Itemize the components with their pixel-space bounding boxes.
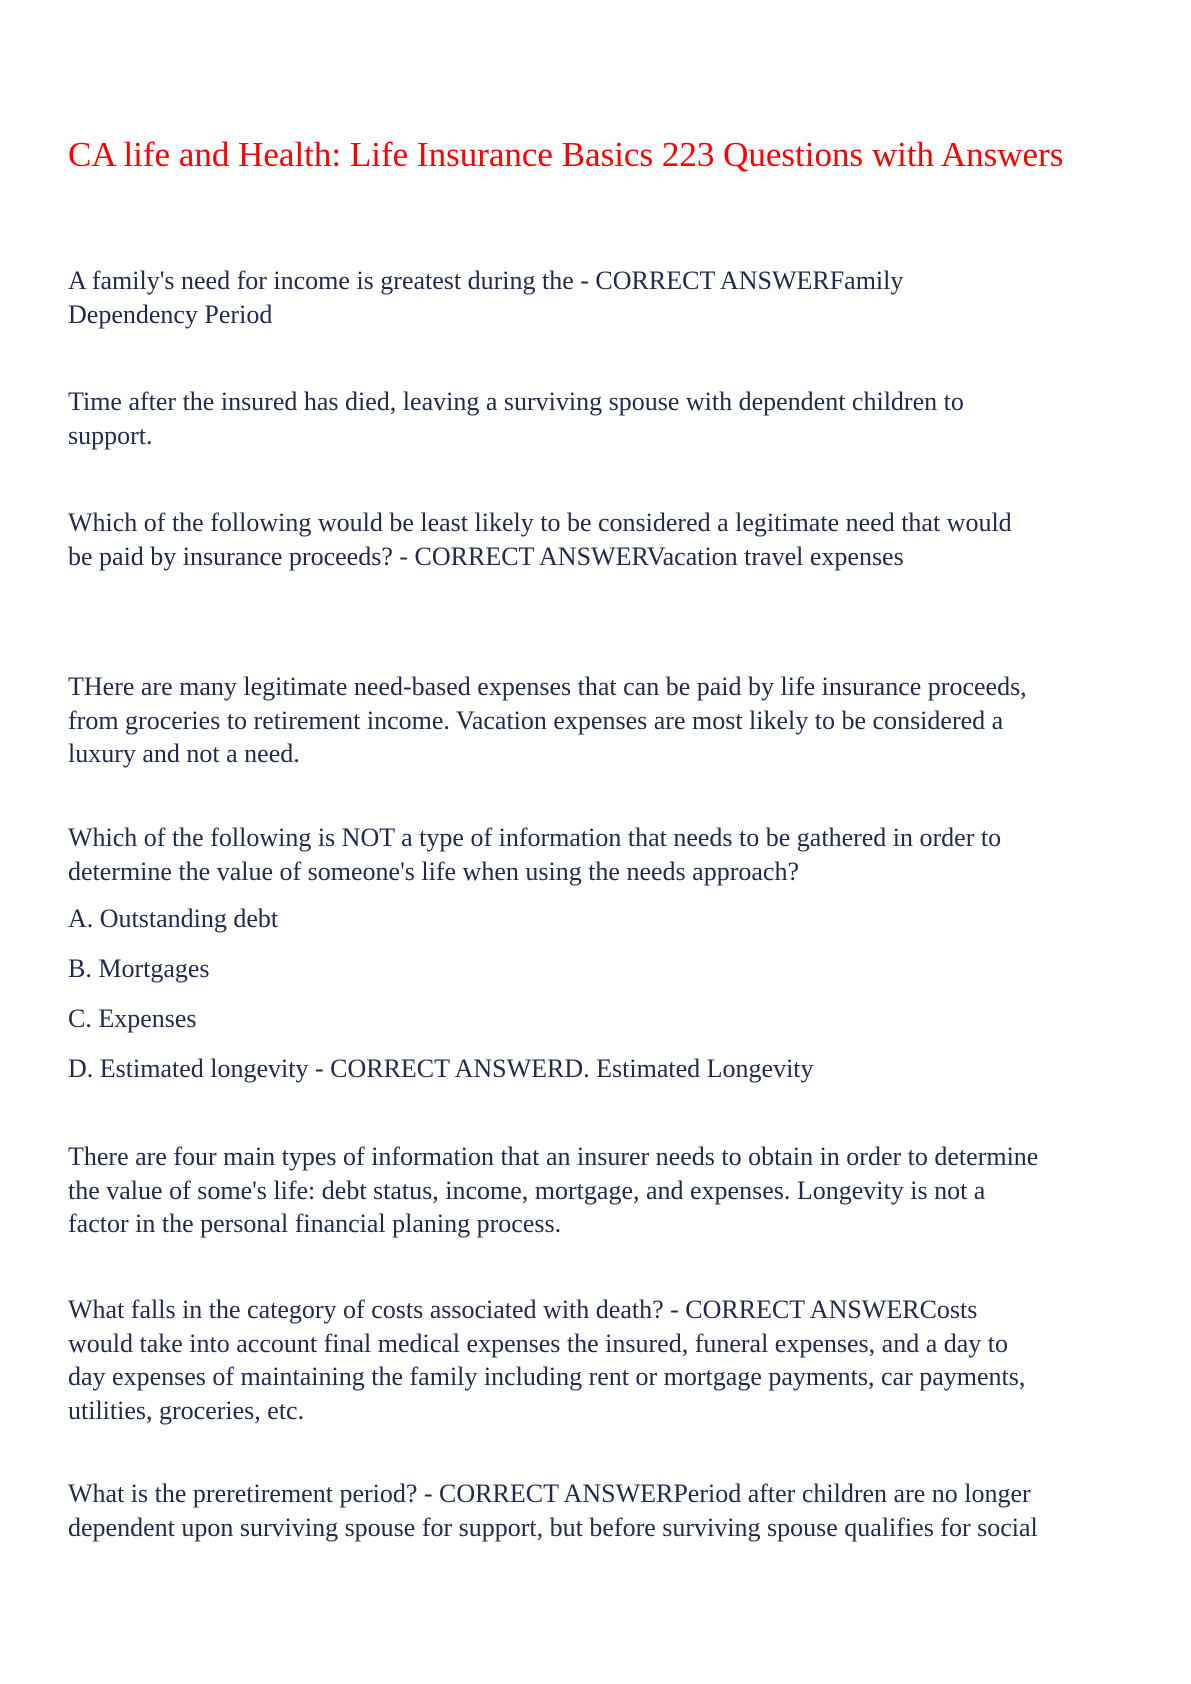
text-line: A family's need for income is greatest during the - CORRECT ANSWERFamily [68, 266, 904, 295]
text-line: THere are many legitimate need-based expenses that can be paid by life insurance proceeds, [68, 672, 1027, 701]
text-line: There are four main types of information that an insurer needs to obtain in order to determine [68, 1142, 1039, 1171]
question-family-income [68, 264, 1133, 331]
question-needs-approach [68, 821, 1133, 888]
text-line: day expenses of maintaining the family including rent or mortgage payments, car payments, [68, 1362, 1026, 1391]
explanation-vacation-expenses [68, 670, 1133, 771]
text-line: B. Mortgages [68, 954, 210, 983]
document-title: CA life and Health: Life Insurance Basics 223 Questions with Answers [68, 135, 1064, 174]
text-line: Time after the insured has died, leaving a surviving spouse with dependent children to [68, 387, 964, 416]
text-line: the value of some's life: debt status, income, mortgage, and expenses. Longevity is not a [68, 1175, 986, 1205]
explanation-four-types [68, 1140, 1133, 1241]
text-line: D. Estimated longevity - CORRECT ANSWERD. Estimated Longevity [68, 1054, 814, 1083]
text-line: be paid by insurance proceeds? - CORRECT ANSWERVacation travel expenses [68, 541, 904, 571]
text-line: from groceries to retirement income. Vacation expenses are most likely to be considered a [68, 705, 1004, 735]
text-line: luxury and not a need. [68, 739, 300, 768]
text-line: determine the value of someone's life when using the needs approach? [68, 856, 799, 886]
text-line: Which of the following would be least likely to be considered a legitimate need that would [68, 508, 1012, 537]
explanation-dependency-period [68, 385, 1133, 452]
text-line: C. Expenses [68, 1004, 197, 1033]
question-preretirement [68, 1477, 1133, 1544]
text-line: A. Outstanding debt [68, 904, 279, 933]
question-costs-death [68, 1293, 1133, 1427]
text-line: utilities, groceries, etc. [68, 1395, 305, 1425]
text-line: support. [68, 420, 153, 450]
text-line: factor in the personal financial planing process. [68, 1209, 562, 1238]
question-legitimate-need [68, 506, 1133, 573]
text-line: Dependency Period [68, 299, 273, 329]
text-line: What falls in the category of costs associated with death? - CORRECT ANSWERCosts [68, 1295, 978, 1324]
option-c [68, 1002, 1133, 1036]
text-line: What is the preretirement period? - CORRECT ANSWERPeriod after children are no longer [68, 1479, 1031, 1508]
text-line: dependent upon surviving spouse for support, but before surviving spouse qualifies for social [68, 1512, 1038, 1542]
option-a [68, 902, 1133, 936]
text-line: Which of the following is NOT a type of information that needs to be gathered in order to [68, 823, 1002, 852]
option-d [68, 1052, 1133, 1086]
text-line: would take into account final medical expenses the insured, funeral expenses, and a day to [68, 1328, 1009, 1358]
option-b [68, 952, 1133, 986]
